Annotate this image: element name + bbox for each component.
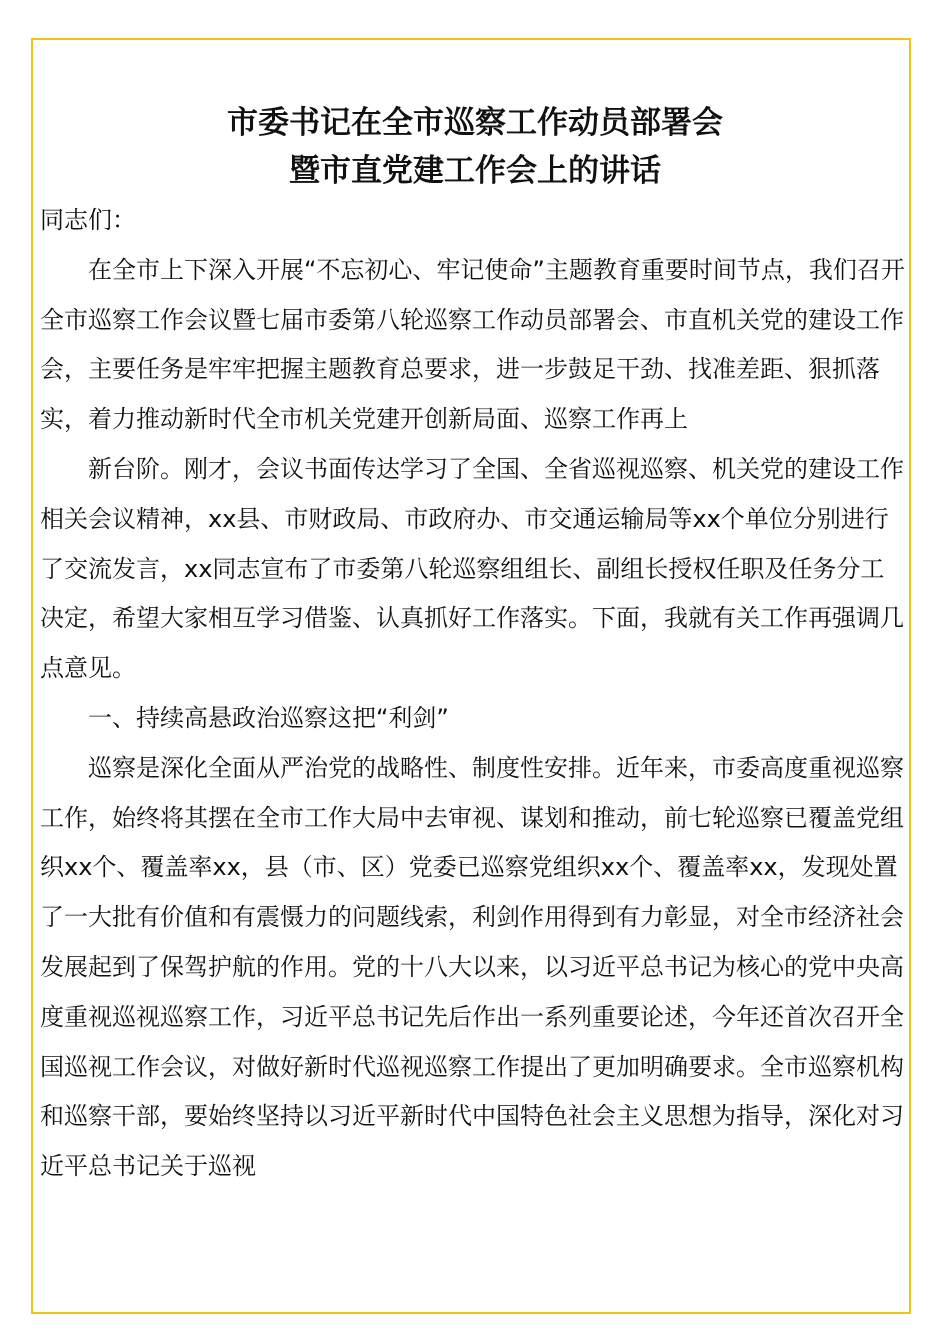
paragraph: 新台阶。刚才，会议书面传达学习了全国、全省巡视巡察、机关党的建设工作相关会议精神，xx县、市财政局、市政府办、市交通运输局等xx个单位分别进行了交流发言，xx同志宣布了市委第八轮巡察组组长、副组长授权任职及任务分工决定，希望大家相互学习借鉴、认真抓好工作落实。下面，我就有关工作再强调几点意见。 <box>40 454 904 683</box>
document-title-line-2: 暨市直党建工作会上的讲话 <box>289 153 661 189</box>
document-body <box>40 196 908 1192</box>
paragraph: 在全市上下深入开展“不忘初心、牢记使命”主题教育重要时间节点，我们召开全市巡察工作会议暨七届市委第八轮巡察工作动员部署会、市直机关党的建设工作会，主要任务是牢牢把握主题教育总要求，进一步鼓足干劲、找准差距、狠抓落实，着力推动新时代全市机关党建开创新局面、巡察工作再上 <box>40 255 905 434</box>
section-heading: 一、持续高悬政治巡察这把“利剑” <box>88 703 449 732</box>
salutation: 同志们： <box>40 206 136 234</box>
document-title-line-1: 市委书记在全市巡察工作动员部署会 <box>227 105 723 141</box>
paragraph: 巡察是深化全面从严治党的战略性、制度性安排。近年来，市委高度重视巡察工作，始终将其摆在全市工作大局中去审视、谋划和推动，前七轮巡察已覆盖党组织xx个、覆盖率xx，县（市、区）党委已巡察党组织xx个、覆盖率xx，发现处置了一大批有价值和有震慑力的问题线索，利剑作用得到有力彰显，对全市经济社会发展起到了保驾护航的作用。党的十八大以来，以习近平总书记为核心的党中央高度重视巡视巡察工作，习近平总书记先后作出一系列重要论述，今年还首次召开全国巡视工作会议，对做好新时代巡视巡察工作提出了更加明确要求。全市巡察机构和巡察干部，要始终坚持以习近平新时代中国特色社会主义思想为指导，深化对习近平总书记关于巡视 <box>40 753 904 1181</box>
